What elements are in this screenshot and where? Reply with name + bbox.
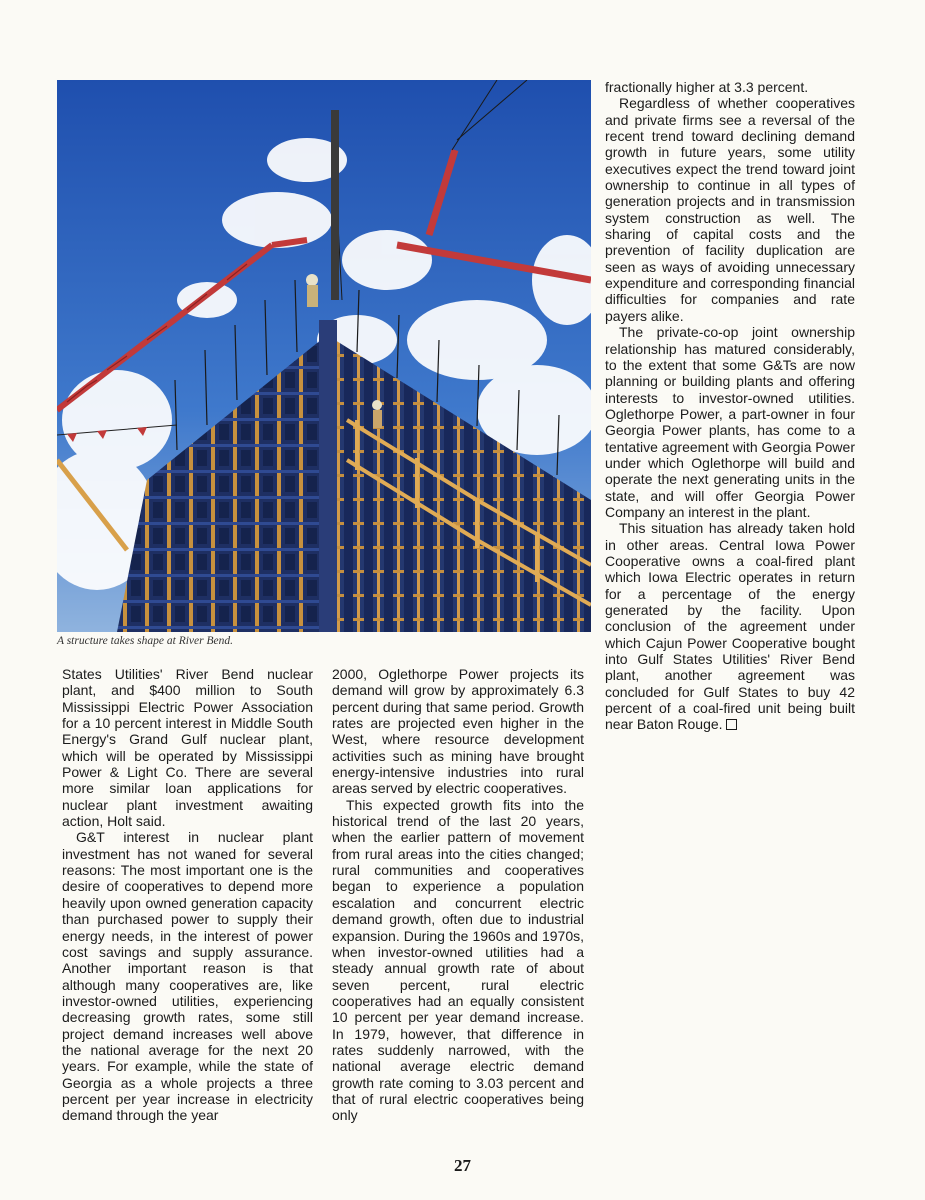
article-column-3 — [605, 79, 855, 733]
paragraph: fractionally higher at 3.3 percent. — [605, 79, 809, 95]
final-paragraph — [605, 520, 855, 732]
paragraph: States Utilities' River Bend nuclear plant, and $400 million to South Mississippi Electric Power Association for a 10 percent interest in Middle South Energy's Grand Gulf nuclear plant, which will be operated by Mississippi Power & Light Co. There are several more similar loan applications for nuclear plant investment awaiting action, Holt said. — [62, 666, 313, 830]
final-paragraph-text: This situation has already taken hold in other areas. Central Iowa Power Cooperative owns a coal-fired plant which Iowa Electric operates in return for a percentage of the energy generated by the facility. Upon conclusion of the agreement under which Cajun Power Cooperative bought into Gulf States Utilities' River Bend plant, another agreement was concluded for Gulf States to buy 42 percent of a coal-fired unit being built near Baton Rouge. — [605, 520, 855, 733]
paragraph: The private-co-op joint ownership relationship has matured considerably, to the extent that some G&Ts are now planning or building plants and offering interests to investor-owned utilities. Oglethorpe Power, a part-owner in four Georgia Power plants, has come to a tentative agreement with Georgia Power under which Oglethorpe will build and operate the next generating units in the state, and will offer Georgia Power Company an interest in the plant. — [605, 324, 855, 520]
article-column-1 — [62, 666, 313, 1124]
river-bend-structure-illustration — [57, 80, 591, 632]
paragraph: Regardless of whether cooperatives and private firms see a reversal of the recent trend toward declining demand growth in future years, some utility executives expect the trend toward joint ownership to continue in all types of generation projects and in transmission system construction as well. The sharing of capital costs and the prevention of facility duplication are seen as ways of avoiding unnecessary expenditure and corresponding financial difficulties for companies and rate payers alike. — [605, 95, 855, 324]
end-of-article-mark — [726, 719, 737, 730]
paragraph: This expected growth fits into the historical trend of the last 20 years, when the earlier pattern of movement from rural areas into the cities changed; rural communities and cooperatives began to experience a population escalation and concurrent electric demand growth, often due to industrial expansion. During the 1960s and 1970s, when investor-owned utilities had a steady annual growth rate of about seven percent, rural electric cooperatives had an equally consistent 10 percent per year demand increase. In 1979, however, that difference in rates suddenly narrowed, with the national average electric demand growth rate coming to 3.03 percent and that of rural electric cooperatives being only — [332, 796, 584, 1124]
paragraph: 2000, Oglethorpe Power projects its demand will grow by approximately 6.3 percent during that same period. Growth rates are projected even higher in the West, where resource development activities such as mining have brought energy-intensive industries into rural areas served by electric cooperatives. — [332, 666, 584, 797]
photo-caption: A structure takes shape at River Bend. — [57, 635, 233, 647]
article-column-2 — [332, 666, 584, 1124]
construction-photo — [57, 80, 591, 632]
page-number: 27 — [454, 1156, 471, 1175]
paragraph: G&T interest in nuclear plant investment has not waned for several reasons: The most important one is the desire of cooperatives to depend more heavily upon owned generation capacity than purchased power to supply their energy needs, in the interest of power cost savings and supply assurance. Another important reason is that although many cooperatives are, like investor-owned utilities, experiencing decreasing growth rates, some still project demand increases well above the national average for the next 20 years. For example, while the state of Georgia as a whole projects a three percent per year increase in electricity demand through the year — [62, 829, 313, 1124]
